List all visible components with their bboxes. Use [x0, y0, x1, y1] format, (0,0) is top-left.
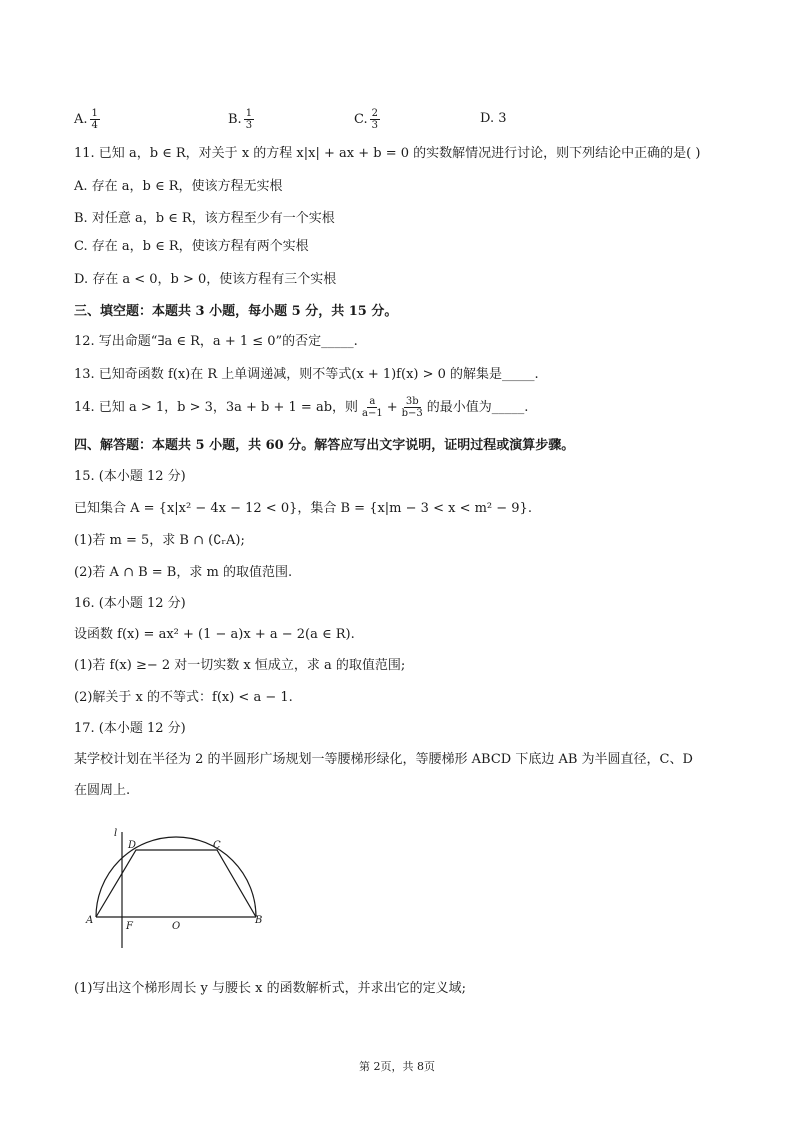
q13: 13. 已知奇函数 f(x)在 R 上单调递减，则不等式(x + 1)f(x) > 0 的解集是_____. — [74, 367, 539, 382]
q10-option-d: D. 3 — [480, 111, 507, 126]
label-b: B — [255, 915, 263, 926]
section3-heading: 三、填空题：本题共 3 小题，每小题 5 分，共 15 分。 — [74, 304, 398, 319]
q11-option-b: B. 对任意 a，b ∈ R，该方程至少有一个实根 — [74, 211, 335, 226]
label-o: O — [172, 921, 181, 932]
q10-option-b: B. $\frac{1}{3}$ — [228, 108, 253, 131]
q15-given: 已知集合 A = {x|x² − 4x − 12 < 0}，集合 B = {x|m − 3 < x < m² − 9}. — [74, 501, 532, 516]
q10-option-a: A. $\frac{1}{4}$ — [74, 108, 98, 131]
q16-part1: (1)若 f(x) ≥− 2 对一切实数 x 恒成立，求 a 的取值范围; — [74, 658, 406, 673]
q15-part2: (2)若 A ∩ B = B，求 m 的取值范围. — [74, 565, 293, 580]
q11-option-c: C. 存在 a，b ∈ R，使该方程有两个实根 — [74, 239, 309, 254]
q14: 14. 已知 a > 1，b > 3，3a + b + 1 = ab，则 $\frac{a}{a-1}$ + $\frac{3b}{b-3}$ 的最小值为_____. — [74, 396, 529, 419]
q11-stem: 11. 已知 a，b ∈ R，对关于 x 的方程 x|x| + ax + b = 0 的实数解情况进行讨论，则下列结论中正确的是( ) — [74, 146, 701, 161]
q15-part1: (1)若 m = 5，求 B ∩ (∁ᵣA); — [74, 533, 245, 548]
label-d: D — [128, 840, 137, 851]
label-f: F — [126, 921, 133, 932]
trapezoid-semicircle-figure — [84, 822, 274, 952]
q16-part2: (2)解关于 x 的不等式：f(x) < a − 1. — [74, 690, 293, 705]
q17-part1: (1)写出这个梯形周长 y 与腰长 x 的函数解析式，并求出它的定义域; — [74, 981, 466, 996]
q16-given: 设函数 f(x) = ax² + (1 − a)x + a − 2(a ∈ R). — [74, 627, 355, 642]
q10-option-c: C. $\frac{2}{3}$ — [354, 108, 378, 131]
section4-heading: 四、解答题：本题共 5 小题，共 60 分。解答应写出文字说明，证明过程或演算步骤。 — [74, 438, 575, 453]
q16-title: 16. (本小题 12 分) — [74, 596, 186, 611]
q11-option-d: D. 存在 a < 0，b > 0，使该方程有三个实根 — [74, 272, 337, 287]
q11-option-a: A. 存在 a，b ∈ R，使该方程无实根 — [74, 179, 283, 194]
q17-given-line2: 在圆周上. — [74, 783, 131, 798]
label-c: C — [213, 840, 221, 851]
q15-title: 15. (本小题 12 分) — [74, 469, 186, 484]
q12: 12. 写出命题“∃a ∈ R，a + 1 ≤ 0”的否定_____. — [74, 334, 358, 349]
q17-given-line1: 某学校计划在半径为 2 的半圆形广场规划一等腰梯形绿化，等腰梯形 ABCD 下底边 AB 为半圆直径，C、D — [74, 752, 693, 767]
label-l: l — [114, 828, 118, 839]
q17-title: 17. (本小题 12 分) — [74, 721, 186, 736]
page-footer: 第 2页，共 8页 — [359, 1060, 435, 1073]
label-a: A — [86, 915, 94, 926]
